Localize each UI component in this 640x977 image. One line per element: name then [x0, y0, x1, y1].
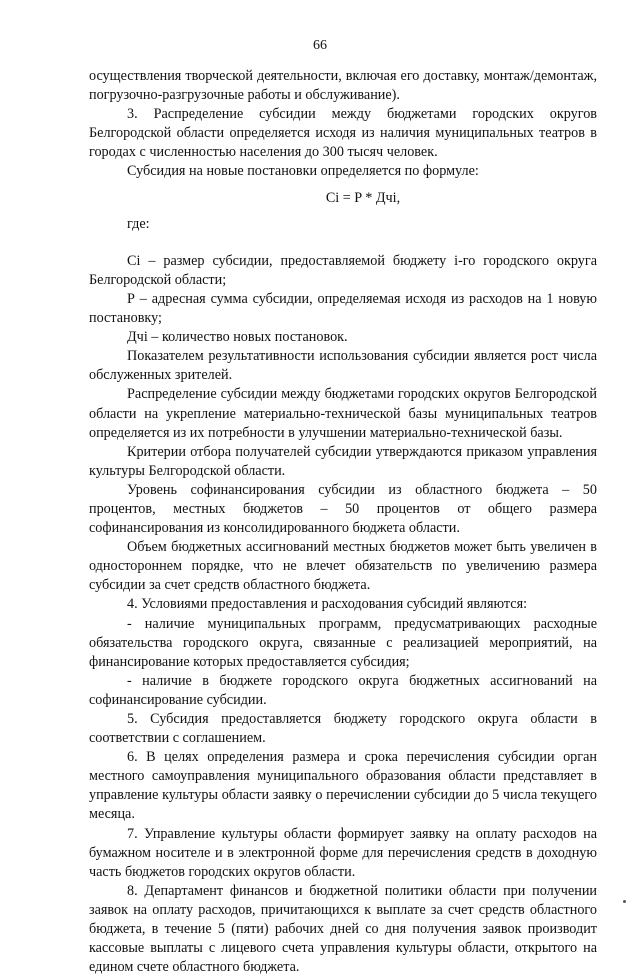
paragraph-item-7: 7. Управление культуры области формирует заявку на оплату расходов на бумажном носителе и в электронной форме для перечисления средств в доходную часть бюджетов городских округов области. [89, 825, 597, 880]
document-body [89, 67, 597, 977]
definition-p: Р – адресная сумма субсидии, определяемая исходя из расходов на 1 новую постановку; [89, 290, 597, 327]
page-number: 66 [313, 38, 327, 53]
paragraph-distribution-mtb: Распределение субсидии между бюджетами городских округов Белгородской области на укрепление материально-технической базы муниципальных театров определяется из их потребности в улучшении материально-технической базы. [89, 386, 597, 441]
paragraph-performance-indicator: Показателем результативности использования субсидии является рост числа обслуженных зрителей. [89, 348, 597, 384]
paragraph-continuation: осуществления творческой деятельности, включая его доставку, монтаж/демонтаж, погрузочно-разгрузочные работы и обслуживание). [89, 68, 597, 104]
definition-ci: Ci – размер субсидии, предоставляемой бюджету i-го городского округа Белгородской области; [89, 252, 597, 288]
paragraph-where: где: [127, 215, 150, 232]
paragraph-item-4: 4. Условиями предоставления и расходования субсидий являются: [127, 596, 528, 613]
paragraph-item-8: 8. Департамент финансов и бюджетной политики области при получении заявок на оплату расходов, причитающихся к выплате за счет средств областного бюджета, в течение 5 (пяти) рабочих дней со дня получения заявок производит кассовые выплаты с лицевого счета управления культуры области, открытого на едином счете областного бюджета. [89, 882, 597, 976]
definition-dchi: Дчi – количество новых постановок. [127, 329, 348, 346]
paragraph-item-3: 3. Распределение субсидии между бюджетами городских округов Белгородской области определяется исходя из наличия муниципальных театров в городах с численностью населения до 300 тысяч человек. [89, 106, 597, 161]
paragraph-local-budget-volume: Объем бюджетных ассигнований местных бюджетов может быть увеличен в одностороннем порядке, что не влечет обязательств по увеличению размера субсидии за счет средств областного бюджета. [89, 539, 597, 594]
paragraph-cofinancing-level: Уровень софинансирования субсидии из областного бюджета – 50 процентов, местных бюджетов – 50 процентов от общего размера софинансирования из консолидированного бюджета области. [89, 481, 597, 537]
paragraph-formula-intro: Субсидия на новые постановки определяется по формуле: [127, 163, 479, 180]
paragraph-item-6: 6. В целях определения размера и срока перечисления субсидии орган местного самоуправления муниципального образования области представляет в управление культуры области заявку о перечислении субсидии до 5 числа текущего месяца. [89, 749, 597, 823]
paragraph-selection-criteria: Критерии отбора получателей субсидии утверждаются приказом управления культуры Белгородской области. [89, 443, 597, 479]
formula: Ci = P * Дчi, [325, 189, 401, 206]
list-item-condition-1: - наличие муниципальных программ, предусматривающих расходные обязательства городского округа, связанные с реализацией мероприятий, на финансирование которых предоставляется субсидия; [89, 615, 597, 670]
paragraph-item-5: 5. Субсидия предоставляется бюджету городского округа области в соответствии с соглашением. [89, 711, 597, 747]
list-item-condition-2: - наличие в бюджете городского округа бюджетных ассигнований на софинансирование субсидии. [89, 672, 597, 708]
scan-speck [623, 900, 626, 903]
